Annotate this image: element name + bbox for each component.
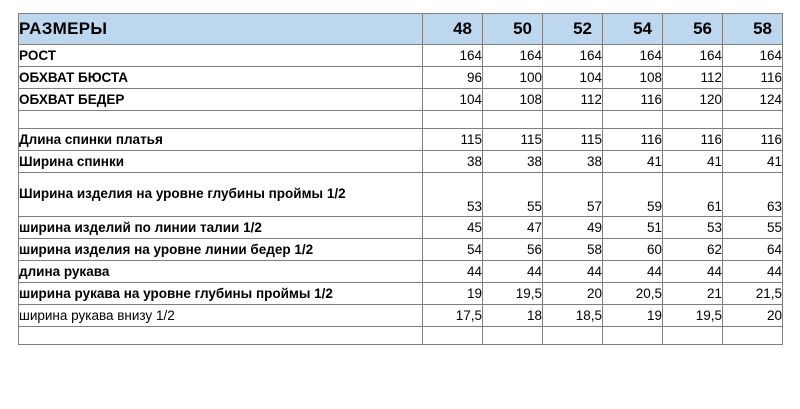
- row-value: 19: [423, 283, 483, 305]
- row-value: 44: [483, 261, 543, 283]
- row-value: 56: [483, 239, 543, 261]
- row-value: 17,5: [423, 305, 483, 327]
- row-value: 21,5: [723, 283, 783, 305]
- row-value: 112: [663, 67, 723, 89]
- row-value: 112: [543, 89, 603, 111]
- row-value: 53: [663, 217, 723, 239]
- row-value: 104: [543, 67, 603, 89]
- header-size-48: 48: [423, 14, 483, 45]
- row-label: ОБХВАТ БЮСТА: [19, 67, 423, 89]
- row-label: РОСТ: [19, 45, 423, 67]
- row-value: 108: [603, 67, 663, 89]
- row-value: 164: [423, 45, 483, 67]
- row-value: [663, 111, 723, 129]
- row-value: 44: [723, 261, 783, 283]
- row-label: длина рукава: [19, 261, 423, 283]
- row-value: [603, 327, 663, 345]
- row-value: 54: [423, 239, 483, 261]
- row-value: [723, 111, 783, 129]
- row-value: 115: [483, 129, 543, 151]
- row-label: ОБХВАТ БЕДЕР: [19, 89, 423, 111]
- table-row: [19, 239, 783, 261]
- row-value: 164: [603, 45, 663, 67]
- header-size-58: 58: [723, 14, 783, 45]
- row-label: Длина спинки платья: [19, 129, 423, 151]
- row-value: 100: [483, 67, 543, 89]
- row-value: 115: [423, 129, 483, 151]
- row-value: 18,5: [543, 305, 603, 327]
- row-value: 116: [723, 129, 783, 151]
- row-value: [543, 111, 603, 129]
- size-chart-table: [18, 13, 783, 345]
- row-value: 38: [483, 151, 543, 173]
- row-value: 20,5: [603, 283, 663, 305]
- row-value: 115: [543, 129, 603, 151]
- row-value: 41: [603, 151, 663, 173]
- row-value: 62: [663, 239, 723, 261]
- row-value: 19,5: [663, 305, 723, 327]
- row-value: 44: [543, 261, 603, 283]
- table-row: [19, 173, 783, 217]
- table-body: [19, 14, 783, 345]
- row-value: 61: [663, 173, 723, 217]
- table-row: [19, 305, 783, 327]
- row-value: 55: [483, 173, 543, 217]
- row-value: 20: [543, 283, 603, 305]
- row-value: 59: [603, 173, 663, 217]
- row-label: ширина рукава на уровне глубины проймы 1/2: [19, 283, 423, 305]
- table-spacer-row: [19, 327, 783, 345]
- table-row: [19, 151, 783, 173]
- row-value: 44: [603, 261, 663, 283]
- row-value: 164: [723, 45, 783, 67]
- row-value: 21: [663, 283, 723, 305]
- row-value: 57: [543, 173, 603, 217]
- row-label: Ширина изделия на уровне глубины проймы 1/2: [19, 173, 423, 217]
- row-value: 19: [603, 305, 663, 327]
- row-value: [603, 111, 663, 129]
- table-header-row: [19, 14, 783, 45]
- row-value: 120: [663, 89, 723, 111]
- row-value: 38: [423, 151, 483, 173]
- row-value: 44: [663, 261, 723, 283]
- row-value: 47: [483, 217, 543, 239]
- table-row: [19, 45, 783, 67]
- table-spacer-row: [19, 111, 783, 129]
- row-value: 164: [663, 45, 723, 67]
- row-value: 116: [723, 67, 783, 89]
- row-value: [663, 327, 723, 345]
- table-row: [19, 283, 783, 305]
- table-row: [19, 261, 783, 283]
- row-value: 96: [423, 67, 483, 89]
- header-title: РАЗМЕРЫ: [19, 14, 423, 45]
- row-value: 116: [603, 89, 663, 111]
- row-value: 60: [603, 239, 663, 261]
- row-value: 108: [483, 89, 543, 111]
- row-value: 64: [723, 239, 783, 261]
- row-label: [19, 111, 423, 129]
- row-label: Ширина спинки: [19, 151, 423, 173]
- row-value: 58: [543, 239, 603, 261]
- row-label: ширина изделия на уровне линии бедер 1/2: [19, 239, 423, 261]
- row-label: ширина изделий по линии талии 1/2: [19, 217, 423, 239]
- table-row: [19, 67, 783, 89]
- row-value: 124: [723, 89, 783, 111]
- row-value: [423, 327, 483, 345]
- row-value: 19,5: [483, 283, 543, 305]
- header-size-50: 50: [483, 14, 543, 45]
- header-size-56: 56: [663, 14, 723, 45]
- row-value: 116: [603, 129, 663, 151]
- row-value: [423, 111, 483, 129]
- header-size-54: 54: [603, 14, 663, 45]
- row-value: 38: [543, 151, 603, 173]
- row-value: 164: [483, 45, 543, 67]
- row-value: [483, 111, 543, 129]
- row-value: 49: [543, 217, 603, 239]
- table-row: [19, 129, 783, 151]
- row-value: 116: [663, 129, 723, 151]
- row-value: 20: [723, 305, 783, 327]
- row-value: 55: [723, 217, 783, 239]
- row-value: 164: [543, 45, 603, 67]
- row-value: 18: [483, 305, 543, 327]
- row-value: 44: [423, 261, 483, 283]
- row-value: 104: [423, 89, 483, 111]
- row-value: [543, 327, 603, 345]
- row-value: [483, 327, 543, 345]
- row-value: 63: [723, 173, 783, 217]
- row-value: [723, 327, 783, 345]
- row-value: 41: [723, 151, 783, 173]
- header-size-52: 52: [543, 14, 603, 45]
- row-label: ширина рукава внизу 1/2: [19, 305, 423, 327]
- table-row: [19, 89, 783, 111]
- table-row: [19, 217, 783, 239]
- row-value: 45: [423, 217, 483, 239]
- row-value: 51: [603, 217, 663, 239]
- row-label: [19, 327, 423, 345]
- row-value: 41: [663, 151, 723, 173]
- row-value: 53: [423, 173, 483, 217]
